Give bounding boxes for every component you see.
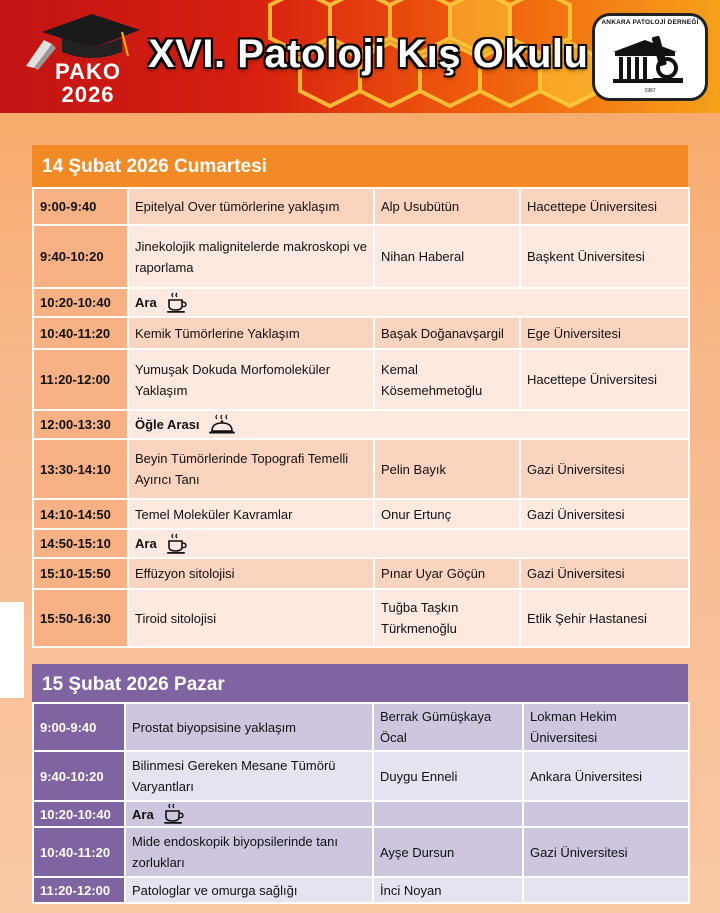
day2-section [32,664,688,904]
side-strip [0,602,24,698]
speaker-cell: Onur Ertunç [374,499,520,529]
time-slot: 10:40-11:20 [33,827,125,877]
day2-heading: 15 Şubat 2026 Pazar [32,664,688,702]
institution-cell: Hacettepe Üniversitesi [520,349,689,410]
topic-cell: Patologlar ve omurga sağlığı [125,877,373,903]
speaker-cell: Pınar Uyar Göçün [374,558,520,589]
break-cell [125,801,373,827]
time-slot: 15:10-15:50 [33,558,128,589]
time-slot: 14:50-15:10 [33,529,128,558]
event-short: PAKO [55,59,121,84]
day1-table [32,187,690,648]
schedule-row [33,349,689,410]
time-slot: 9:00-9:40 [33,703,125,751]
time-slot: 12:00-13:30 [33,410,128,439]
microscope-building-icon [607,30,693,86]
speaker-cell: Berrak Gümüşkaya Öcal [373,703,523,751]
event-badge [48,60,128,106]
time-slot: 9:00-9:40 [33,188,128,225]
institution-cell: Gazi Üniversitesi [520,499,689,529]
topic-cell: Tiroid sitolojisi [128,589,374,647]
schedule-row [33,827,689,877]
event-year: 2026 [61,82,115,107]
schedule-row [33,188,689,225]
schedule-row [33,801,689,827]
break-label: Ara [135,295,157,310]
header-banner [0,0,720,113]
speaker-cell: Ayşe Dursun [373,827,523,877]
topic-cell: Temel Moleküler Kavramlar [128,499,374,529]
time-slot: 9:40-10:20 [33,751,125,801]
schedule-row [33,529,689,558]
time-slot: 14:10-14:50 [33,499,128,529]
food-cloche-icon [208,413,236,436]
time-slot: 10:20-10:40 [33,801,125,827]
institution-cell: Lokman Hekim Üniversitesi [523,703,689,751]
schedule-row [33,499,689,529]
association-logo [592,13,708,101]
day2-table [32,702,690,904]
institution-cell: Ege Üniversitesi [520,317,689,349]
speaker-cell: Nihan Haberal [374,225,520,288]
topic-cell: Mide endoskopik biyopsilerinde tanı zorlukları [125,827,373,877]
topic-cell: Beyin Tümörlerinde Topografi Temelli Ayırıcı Tanı [128,439,374,499]
topic-cell: Bilinmesi Gereken Mesane Tümörü Varyantları [125,751,373,801]
topic-cell: Kemik Tümörlerine Yaklaşım [128,317,374,349]
schedule-row [33,558,689,589]
speaker-cell: Başak Doğanavşargil [374,317,520,349]
time-slot: 10:40-11:20 [33,317,128,349]
topic-cell: Prostat biyopsisine yaklaşım [125,703,373,751]
institution-cell: Ankara Üniversitesi [523,751,689,801]
break-cell [128,410,689,439]
topic-cell: Jinekolojik malignitelerde makroskopi ve raporlama [128,225,374,288]
topic-cell: Effüzyon sitolojisi [128,558,374,589]
schedule-row [33,589,689,647]
coffee-cup-icon [165,532,189,555]
time-slot: 9:40-10:20 [33,225,128,288]
speaker-cell: Kemal Kösemehmetoğlu [374,349,520,410]
topic-cell: Epitelyal Over tümörlerine yaklaşım [128,188,374,225]
schedule-row [33,751,689,801]
schedule-row [33,439,689,499]
topic-cell: Yumuşak Dokuda Morfomoleküler Yaklaşım [128,349,374,410]
day1-heading: 14 Şubat 2026 Cumartesi [32,145,688,187]
schedule-row [33,225,689,288]
coffee-cup-icon [162,803,186,826]
institution-cell: Gazi Üniversitesi [523,827,689,877]
institution-cell: Hacettepe Üniversitesi [520,188,689,225]
time-slot: 13:30-14:10 [33,439,128,499]
day1-section [32,145,688,648]
speaker-cell: İnci Noyan [373,877,523,903]
break-label: Ara [132,806,154,822]
institution-cell: Başkent Üniversitesi [520,225,689,288]
speaker-cell: Alp Usubütün [374,188,520,225]
speaker-cell: Tuğba Taşkın Türkmenoğlu [374,589,520,647]
speaker-cell: Pelin Bayık [374,439,520,499]
schedule-row [33,288,689,317]
schedule-row [33,877,689,903]
speaker-cell: Duygu Enneli [373,751,523,801]
time-slot: 11:20-12:00 [33,877,125,903]
institution-cell: Gazi Üniversitesi [520,558,689,589]
break-cell [128,529,689,558]
schedule-row [33,410,689,439]
break-label: Ara [135,536,157,551]
institution-cell [523,877,689,903]
page-title: XVI. Patoloji Kış Okulu [148,32,589,76]
empty-cell [373,801,523,827]
break-cell [128,288,689,317]
logo-year: 1967 [644,88,656,94]
empty-cell [523,801,689,827]
time-slot: 11:20-12:00 [33,349,128,410]
break-label: Öğle Arası [135,417,200,432]
time-slot: 10:20-10:40 [33,288,128,317]
coffee-cup-icon [165,291,189,314]
time-slot: 15:50-16:30 [33,589,128,647]
schedule-row [33,703,689,751]
institution-cell: Etlik Şehir Hastanesi [520,589,689,647]
logo-label: ANKARA PATOLOJİ DERNEĞİ [601,19,699,26]
institution-cell: Gazi Üniversitesi [520,439,689,499]
schedule-row [33,317,689,349]
